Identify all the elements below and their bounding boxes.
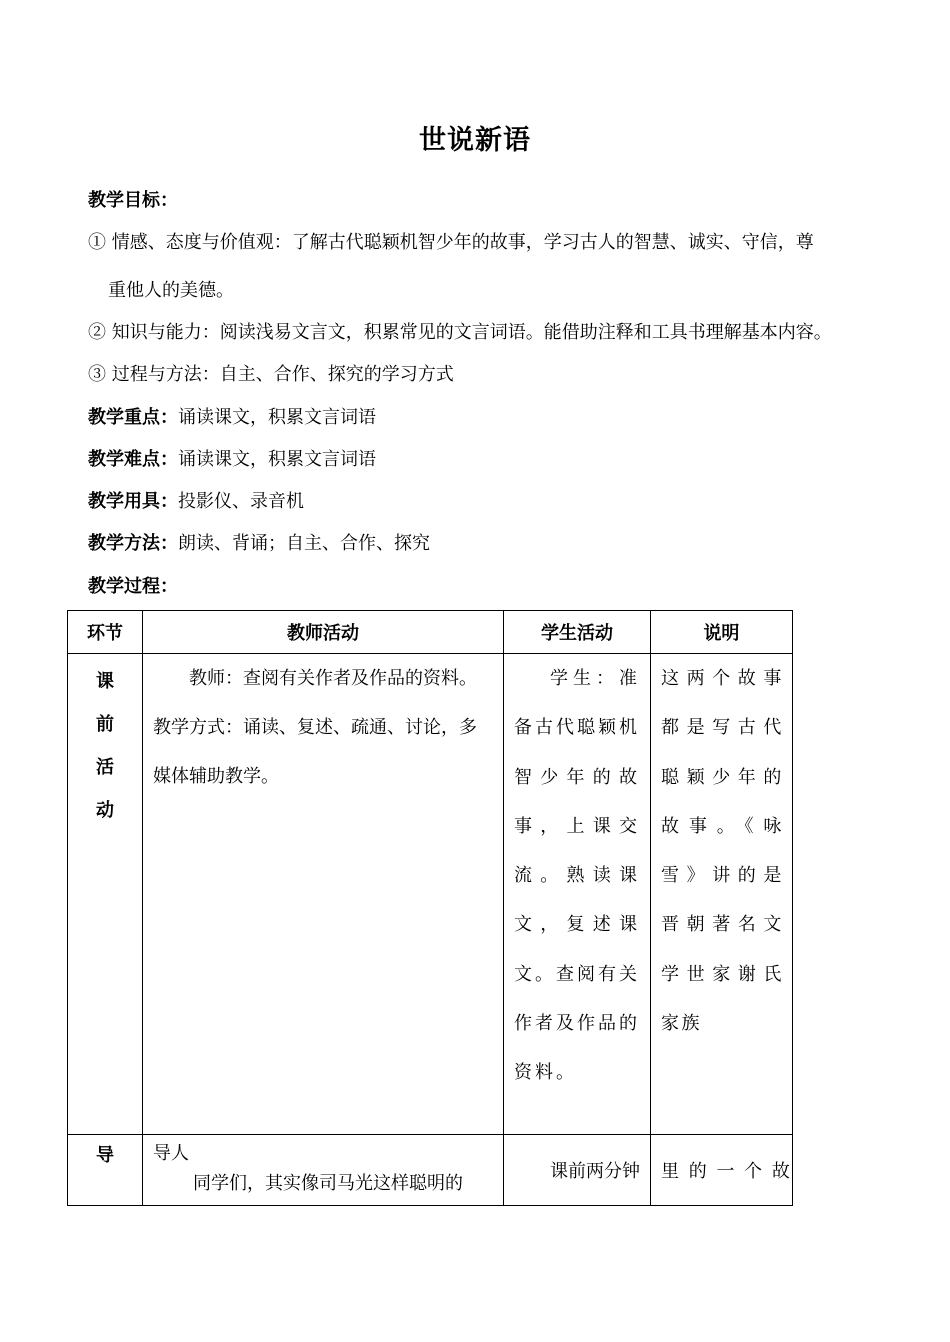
stage-char: 课 [96, 671, 114, 692]
objective-line-1: ① 情感、态度与价值观：了解古代聪颖机智少年的故事，学习古人的智慧、诚实、守信，尊 [88, 232, 814, 253]
tools-value: 投影仪、录音机 [178, 491, 304, 512]
note-text: 这两个故事都是写古代聪颖少年的故事。《咏雪》讲的是晋朝著名文学世家谢氏家族 [661, 668, 784, 1035]
stage-char: 动 [96, 800, 114, 821]
process-label: 教学过程： [88, 576, 178, 597]
header-note: 说明 [651, 611, 793, 654]
tools-label: 教学用具： [88, 491, 178, 512]
stage-char: 导 [96, 1145, 114, 1166]
table-header-row [68, 611, 793, 654]
difficulties-label: 教学难点： [88, 449, 178, 470]
teacher-text-line: 导人 [153, 1143, 189, 1164]
teacher-text-line: 同学们，其实像司马光这样聪明的 [193, 1173, 463, 1194]
student-text: 学生：准备古代聪颖机智少年的故事，上课交流。熟读课文，复述课文。查阅有关作者及作品的资料。 [514, 668, 640, 1084]
student-cell [504, 654, 651, 1135]
teaching-tools [88, 487, 304, 513]
teaching-methods [88, 529, 430, 555]
note-text: 里 的 一 个 故 [661, 1161, 792, 1182]
header-student: 学生活动 [504, 611, 651, 654]
stage-cell [68, 1135, 143, 1206]
teaching-process-table [67, 610, 793, 1206]
key-points-label: 教学重点： [88, 407, 178, 428]
student-cell [504, 1135, 651, 1206]
table-row [68, 1135, 793, 1206]
methods-value: 朗读、背诵；自主、合作、探究 [178, 533, 430, 554]
objective-line-1-cont: 重他人的美德。 [108, 280, 234, 301]
header-teacher: 教师活动 [143, 611, 504, 654]
student-text: 课前两分钟 [550, 1161, 640, 1182]
key-points-value: 诵读课文，积累文言词语 [178, 407, 376, 428]
note-cell [651, 1135, 793, 1206]
stage-char: 活 [96, 757, 114, 778]
stage-cell [68, 654, 143, 1135]
methods-label: 教学方法： [88, 533, 178, 554]
objective-line-3: ③ 过程与方法：自主、合作、探究的学习方式 [88, 364, 454, 385]
difficulties-value: 诵读课文，积累文言词语 [178, 449, 376, 470]
header-stage: 环节 [68, 611, 143, 654]
key-points [88, 403, 376, 429]
difficulties [88, 445, 376, 471]
teacher-cell [143, 1135, 504, 1206]
teacher-text-line: 教师：查阅有关作者及作品的资料。 [189, 668, 477, 689]
teacher-cell [143, 654, 504, 1135]
stage-char: 前 [96, 714, 114, 735]
objective-line-2: ② 知识与能力：阅读浅易文言文，积累常见的文言词语。能借助注释和工具书理解基本内容。 [88, 322, 832, 343]
page-title: 世说新语 [419, 125, 531, 156]
table-row [68, 654, 793, 1135]
teacher-text-line: 教学方式：诵读、复述、疏通、讨论，多媒体辅助教学。 [153, 717, 477, 787]
note-cell [651, 654, 793, 1135]
objectives-label: 教学目标： [88, 190, 178, 211]
